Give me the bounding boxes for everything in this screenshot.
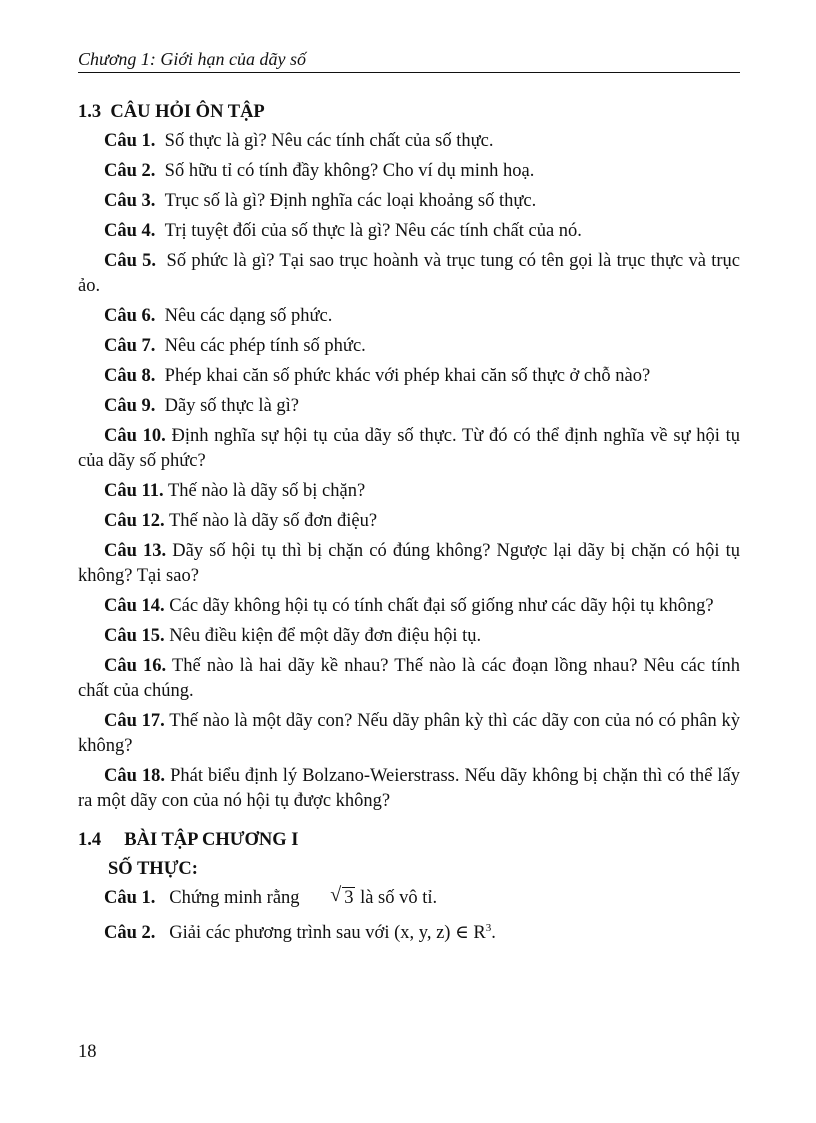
subsection-title: SỐ THỰC: [108,859,198,879]
math-superscript: 3 [485,922,492,934]
question-item: Câu 3. Trục số là gì? Định nghĩa các loại khoảng số thực. [104,191,537,211]
question-item: Câu 15. Nêu điều kiện để một dãy đơn điệu hội tụ. [104,626,482,646]
section-heading-1-4 [78,828,740,852]
square-root: √ 3 [304,886,355,911]
section-number: 1.3 [78,102,102,122]
section-heading-1-3 [78,100,740,124]
exercise-item: Câu 1. Chứng minh rằng √ 3 là số vô tỉ. [78,886,740,911]
math-expression: (x, y, z) ∈ R [394,923,486,944]
question-item: Câu 6. Nêu các dạng số phức. [104,306,333,326]
question-item: Câu 5. Số phức là gì? Tại sao trục hoành và trục tung có tên gọi là trục thực và trục ảo. [78,251,740,296]
exercises-list [78,886,740,946]
question-item: Câu 13. Dãy số hội tụ thì bị chặn có đúng không? Ngược lại dãy bị chặn có hội tụ không? Tại sao? [78,541,741,586]
question-item: Câu 18. Phát biểu định lý Bolzano-Weierstrass. Nếu dãy không bị chặn thì có thể lấy ra một dãy con của nó hội tụ được không? [78,766,741,811]
section-number: 1.4 [78,830,102,850]
running-header [78,48,740,73]
chapter-title: Chương 1: Giới hạn của dãy số [78,49,307,69]
question-item: Câu 16. Thế nào là hai dãy kề nhau? Thế nào là các đoạn lồng nhau? Nêu các tính chất của chúng. [78,656,741,701]
question-item: Câu 10. Định nghĩa sự hội tụ của dãy số thực. Từ đó có thể định nghĩa về sự hội tụ của dãy số phức? [78,426,741,471]
question-item: Câu 11. Thế nào là dãy số bị chặn? [104,481,366,501]
radical-sign-icon: √ [330,884,342,906]
question-item: Câu 7. Nêu các phép tính số phức. [104,336,366,356]
question-item: Câu 9. Dãy số thực là gì? [104,396,300,416]
question-item: Câu 1. Số thực là gì? Nêu các tính chất của số thực. [104,131,494,151]
question-item: Câu 4. Trị tuyệt đối của số thực là gì? Nêu các tính chất của nó. [104,221,582,241]
exercise-item: Câu 2. Giải các phương trình sau với (x, y, z) ∈ $R^3$. [104,922,496,944]
question-item: Câu 2. Số hữu tỉ có tính đầy không? Cho ví dụ minh hoạ. [104,161,535,181]
question-item: Câu 14. Các dãy không hội tụ có tính chất đại số giống như các dãy hội tụ không? [104,596,714,616]
question-item: Câu 8. Phép khai căn số phức khác với phép khai căn số thực ở chỗ nào? [104,366,651,386]
section-title: CÂU HỎI ÔN TẬP [110,102,265,122]
question-item: Câu 17. Thế nào là một dãy con? Nếu dãy phân kỳ thì các dãy con của nó có phân kỳ không? [78,711,740,756]
review-questions-list [78,129,740,814]
page-content [78,100,740,946]
section-title: BÀI TẬP CHƯƠNG I [124,830,299,850]
page-number: 18 [78,1042,97,1062]
question-item: Câu 12. Thế nào là dãy số đơn điệu? [104,511,378,531]
